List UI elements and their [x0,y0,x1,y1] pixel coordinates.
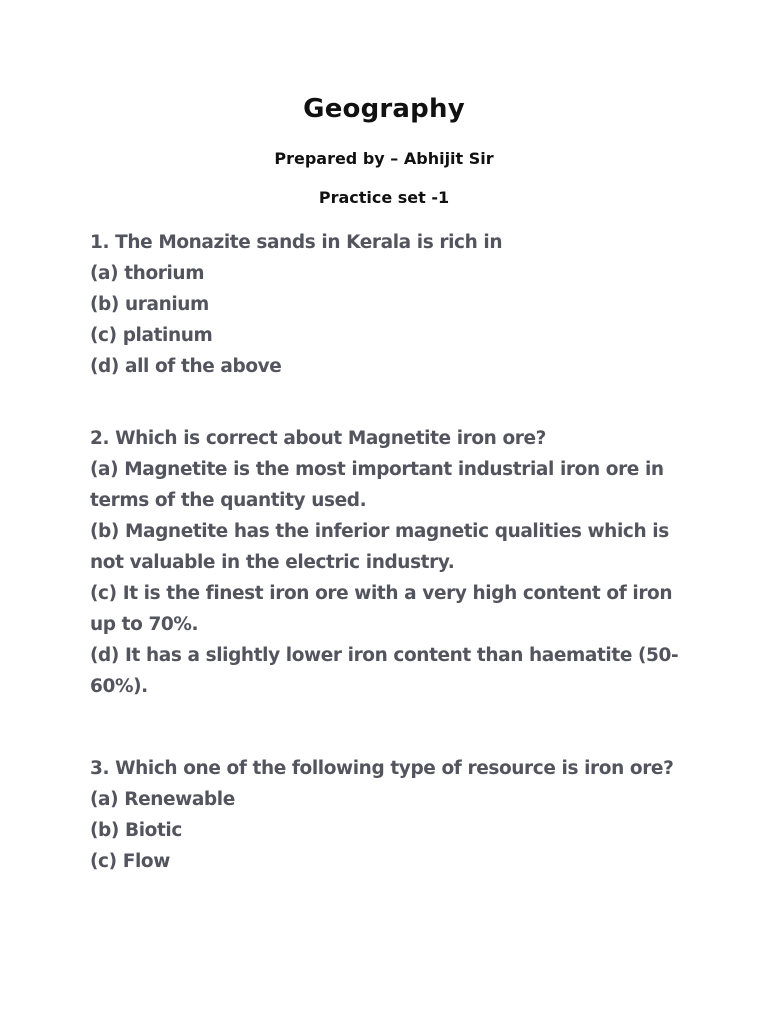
document-author: Prepared by – Abhijit Sir [274,149,494,168]
question-1-text: 1. The Monazite sands in Kerala is rich in [90,232,503,253]
question-3-text: 3. Which one of the following type of resource is iron ore? [90,758,674,779]
question-3 [90,753,690,877]
question-1-option-d: (d) all of the above [90,356,282,377]
practice-set-label: Practice set -1 [318,188,450,207]
question-3-option-b: (b) Biotic [90,820,182,841]
question-1 [90,227,690,382]
question-1-option-a: (a) thorium [90,263,205,284]
question-2 [90,423,690,702]
question-2-option-b: (b) Magnetite has the inferior magnetic qualities which is not valuable in the electric industry. [90,521,669,573]
question-3-option-a: (a) Renewable [90,789,235,810]
question-1-option-c: (c) platinum [90,325,213,346]
question-2-text: 2. Which is correct about Magnetite iron ore? [90,428,547,449]
document-title: Geography [303,94,465,124]
question-3-option-c: (c) Flow [90,851,170,872]
question-2-option-a: (a) Magnetite is the most important industrial iron ore in terms of the quantity used. [90,459,664,511]
question-1-option-b: (b) uranium [90,294,209,315]
question-2-option-d: (d) It has a slightly lower iron content than haematite (50-60%). [90,645,679,697]
question-2-option-c: (c) It is the finest iron ore with a very high content of iron up to 70%. [90,583,673,635]
